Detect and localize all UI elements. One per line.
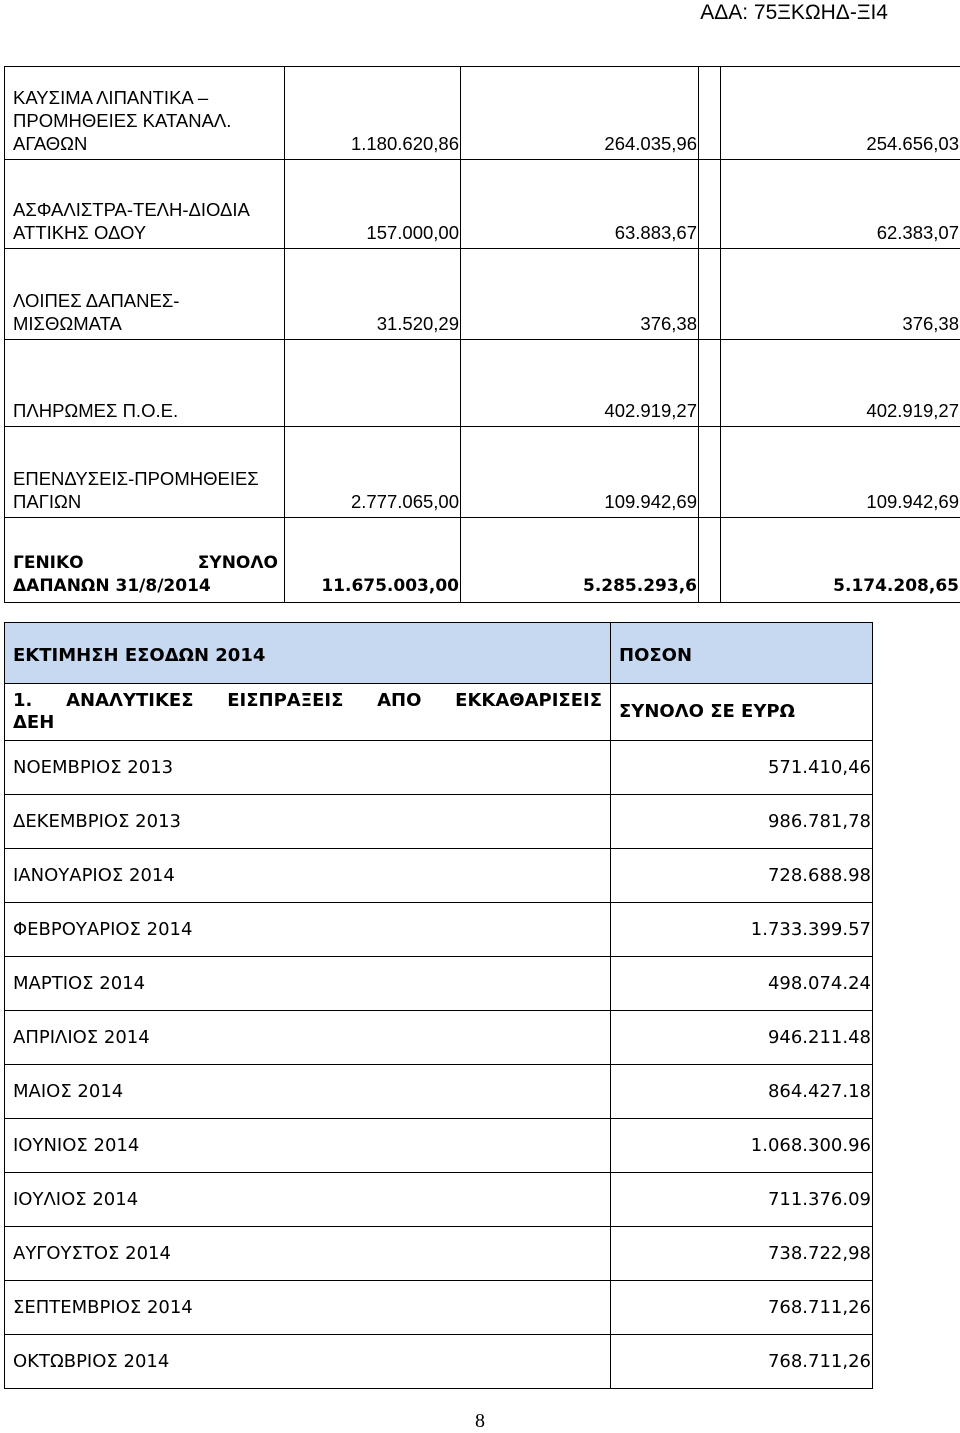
month-cell: ΝΟΕΜΒΡΙΟΣ 2013 [5, 741, 611, 795]
month-cell: ΣΕΠΤΕΜΒΡΙΟΣ 2014 [5, 1281, 611, 1335]
total-label-word: ΣΥΝΟΛΟ [198, 552, 278, 575]
expense-label: ΛΟΙΠΕΣ ΔΑΠΑΝΕΣ-ΜΙΣΘΩΜΑΤΑ [5, 249, 285, 340]
table-row [5, 249, 960, 340]
month-cell: ΙΟΥΝΙΟΣ 2014 [5, 1119, 611, 1173]
subheader-word: ΑΠΟ [377, 690, 421, 712]
revenue-subheader-row [5, 684, 873, 741]
empty-cell [699, 340, 721, 427]
table-row [5, 1065, 873, 1119]
total-label-line: ΔΑΠΑΝΩΝ 31/8/2014 [13, 575, 282, 598]
empty-cell [699, 249, 721, 340]
month-cell: ΜΑΡΤΙΟΣ 2014 [5, 957, 611, 1011]
empty-cell [699, 160, 721, 249]
expense-committed: 402.919,27 [461, 340, 699, 427]
amount-cell: 946.211.48 [611, 1011, 873, 1065]
expense-paid: 402.919,27 [721, 340, 960, 427]
expense-paid: 109.942,69 [721, 427, 960, 518]
amount-cell: 498.074.24 [611, 957, 873, 1011]
revenue-header-row [5, 623, 873, 684]
total-paid: 5.174.208,65 [721, 518, 960, 603]
table-row [5, 741, 873, 795]
amount-header: ΠΟΣΟΝ [611, 623, 873, 684]
amount-cell: 1.733.399.57 [611, 903, 873, 957]
amount-cell: 986.781,78 [611, 795, 873, 849]
total-budget: 11.675.003,00 [285, 518, 461, 603]
revenue-title: ΕΚΤΙΜΗΣΗ ΕΣΟΔΩΝ 2014 [5, 623, 611, 684]
ada-code: ΑΔΑ: 75ΞΚΩΗΔ-ΞΙ4 [700, 0, 888, 26]
empty-cell [699, 67, 721, 160]
expense-budget: 2.777.065,00 [285, 427, 461, 518]
page-number: 8 [0, 1410, 960, 1433]
expense-committed: 376,38 [461, 249, 699, 340]
month-cell: ΑΥΓΟΥΣΤΟΣ 2014 [5, 1227, 611, 1281]
expense-label: ΑΣΦΑΛΙΣΤΡΑ-ΤΕΛΗ-ΔΙΟΔΙΑ ΑΤΤΙΚΗΣ ΟΔΟΥ [5, 160, 285, 249]
revenue-table [4, 622, 873, 1389]
table-row [5, 1335, 873, 1389]
expense-label: ΕΠΕΝΔΥΣΕΙΣ-ΠΡΟΜΗΘΕΙΕΣ ΠΑΓΙΩΝ [5, 427, 285, 518]
table-row [5, 849, 873, 903]
expenses-table [4, 66, 960, 603]
subheader-line: ΔΕΗ [13, 712, 602, 734]
table-row [5, 340, 960, 427]
subheader-word: ΑΝΑΛΥΤΙΚΕΣ [66, 690, 193, 712]
expense-committed: 109.942,69 [461, 427, 699, 518]
table-row [5, 795, 873, 849]
total-row [5, 518, 960, 603]
table-row [5, 1119, 873, 1173]
amount-cell: 1.068.300.96 [611, 1119, 873, 1173]
expense-paid: 376,38 [721, 249, 960, 340]
table-row [5, 957, 873, 1011]
month-cell: ΑΠΡΙΛΙΟΣ 2014 [5, 1011, 611, 1065]
expense-paid: 62.383,07 [721, 160, 960, 249]
expense-budget: 1.180.620,86 [285, 67, 461, 160]
amount-cell: 768.711,26 [611, 1281, 873, 1335]
subheader-label [5, 684, 611, 741]
expense-committed: 264.035,96 [461, 67, 699, 160]
subheader-word: ΕΚΚΑΘΑΡΙΣΕΙΣ [455, 690, 602, 712]
table-row [5, 1011, 873, 1065]
amount-cell: 711.376.09 [611, 1173, 873, 1227]
amount-cell: 728.688.98 [611, 849, 873, 903]
expense-committed: 63.883,67 [461, 160, 699, 249]
table-row [5, 67, 960, 160]
expense-label: ΚΑΥΣΙΜΑ ΛΙΠΑΝΤΙΚΑ – ΠΡΟΜΗΘΕΙΕΣ ΚΑΤΑΝΑΛ. ΑΓΑΘΩΝ [5, 67, 285, 160]
expense-budget: 31.520,29 [285, 249, 461, 340]
expense-budget: 157.000,00 [285, 160, 461, 249]
month-cell: ΦΕΒΡΟΥΑΡΙΟΣ 2014 [5, 903, 611, 957]
month-cell: ΔΕΚΕΜΒΡΙΟΣ 2013 [5, 795, 611, 849]
expense-label: ΠΛΗΡΩΜΕΣ Π.Ο.Ε. [5, 340, 285, 427]
total-label [5, 518, 285, 603]
amount-cell: 738.722,98 [611, 1227, 873, 1281]
expense-budget [285, 340, 461, 427]
subheader-amount: ΣΥΝΟΛΟ ΣΕ ΕΥΡΩ [611, 684, 873, 741]
amount-cell: 864.427.18 [611, 1065, 873, 1119]
month-cell: ΜΑΙΟΣ 2014 [5, 1065, 611, 1119]
expense-paid: 254.656,03 [721, 67, 960, 160]
table-row [5, 903, 873, 957]
table-row [5, 1227, 873, 1281]
total-committed: 5.285.293,6 [461, 518, 699, 603]
table-row [5, 427, 960, 518]
amount-cell: 571.410,46 [611, 741, 873, 795]
subheader-word: ΕΙΣΠΡΑΞΕΙΣ [227, 690, 343, 712]
table-row [5, 160, 960, 249]
table-row [5, 1173, 873, 1227]
empty-cell [699, 518, 721, 603]
month-cell: ΟΚΤΩΒΡΙΟΣ 2014 [5, 1335, 611, 1389]
month-cell: ΙΟΥΛΙΟΣ 2014 [5, 1173, 611, 1227]
total-label-word: ΓΕΝΙΚΟ [13, 552, 84, 575]
amount-cell: 768.711,26 [611, 1335, 873, 1389]
empty-cell [699, 427, 721, 518]
subheader-word: 1. [13, 690, 32, 712]
month-cell: ΙΑΝΟΥΑΡΙΟΣ 2014 [5, 849, 611, 903]
table-row [5, 1281, 873, 1335]
